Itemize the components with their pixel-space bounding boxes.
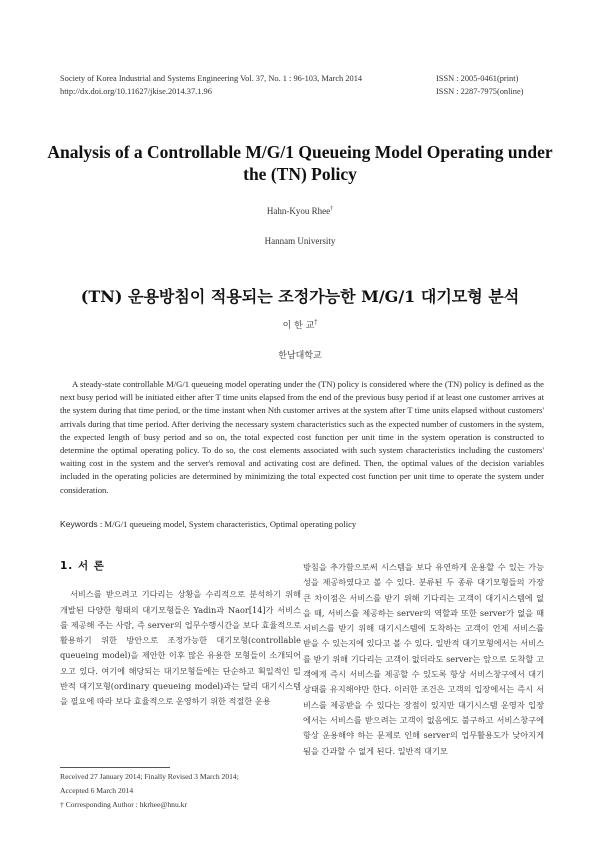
corresponding-author: † Corresponding Author : hkrhee@hnu.kr <box>60 799 187 809</box>
keywords-text: : M/G/1 queueing model, System characteristics, Optimal operating policy <box>99 519 357 529</box>
author-name-english: Hahn-Kyou Rhee <box>266 206 331 216</box>
received-date: Received 27 January 2014; Finally Revised 3 March 2014; <box>60 772 239 781</box>
title-english: Analysis of a Controllable M/G/1 Queueing Model Operating under the (TN) Policy <box>47 142 553 184</box>
journal-citation: Society of Korea Industrial and Systems Engineering Vol. 37, No. 1 : 96-103, March 2014 <box>60 74 363 83</box>
section-heading-introduction: 1. 서 론 <box>60 560 105 572</box>
left-column <box>60 559 301 710</box>
author-name-korean: 이 한 교 <box>282 321 315 331</box>
footnote-divider <box>60 767 170 768</box>
intro-paragraph-right: 방침을 추가함으로써 시스템을 보다 유연하게 운용할 수 있는 가능성을 제공하였다고 볼 수 있다. 분류된 두 종류 대기모형들의 가장 큰 차이점은 서비스를 받기 위해 기다리는 고객이 대기시스템에 없을 때, 서비스를 제공하는 server의 역할과 또한 server가 없을 때 서비스를 받기 위해 대기시스템에 도착하는 고객이 언제 서비스를 받을 수 있는지에 있다고 볼 수 있다. 일반적 대기모형에서는 서비스를 받기 위해 기다리는 고객이 없더라도 server는 앞으로 도착할 고객에게 즉시 서비스를 제공할 수 있도록 항상 서비스창구에서 대기상태를 유지해야만 한다. 이러한 조건은 고객의 입장에서는 즉시 서비스를 제공받을 수 있다는 장점이 있지만 대기시스템 운영자 입장에서는 서비스를 받으려는 고객이 없음에도 불구하고 서비스창구에 항상 운용해야 하는 문제로 인해 server의 업무활용도가 낮아지게 됨을 간과할 수 없게 된다. 일반적 대기모 <box>303 562 544 756</box>
keywords-label: Keywords <box>60 519 98 529</box>
keywords <box>60 519 544 529</box>
doi-link[interactable]: http://dx.doi.org/10.11627/jkise.2014.37.1.96 <box>60 86 212 96</box>
affiliation-english: Hannam University <box>264 236 336 246</box>
intro-paragraph-left: 서비스를 받으려고 기다리는 상황을 수리적으로 분석하기 위해 개발된 다양한 형태의 대기모형들은 Yadin과 Naor[14]가 서비스를 제공해 주는 사람, 즉 server의 업무수행시간을 보다 효율적으로 활용하기 위한 방안으로 조정가능한 대기모형(controllable queueing model)을 제안한 이후 많은 유용한 모형들이 소개되어 오고 있다. 여기에 해당되는 대기모형들에는 단순하고 획일적인 일반적 대기모형(ordinary queueing model)과는 달리 대기시스템을 필요에 따라 보다 효율적으로 운영하기 위한 적절한 운용 <box>60 589 301 707</box>
accepted-date: Accepted 6 March 2014 <box>60 785 134 795</box>
author-korean <box>0 318 600 331</box>
issn-print: ISSN : 2005-0461(print) <box>436 74 519 83</box>
journal-header <box>60 73 544 98</box>
title-korean: (TN) 운용방침이 적용되는 조정가능한 M/G/1 대기모형 분석 <box>80 287 520 306</box>
right-column <box>303 560 544 759</box>
affiliation-korean: 한남대학교 <box>278 351 322 361</box>
corresponding-mark: † <box>330 206 334 212</box>
corresponding-mark-ko: † <box>314 319 318 326</box>
author-english <box>0 206 600 216</box>
issn-online: ISSN : 2287-7975(online) <box>436 86 524 96</box>
abstract: A steady-state controllable M/G/1 queueing model operating under the (TN) policy is considered where the (TN) policy is defined as the next busy period will be initiated either after T time units elapsed from the end of the previous busy period if at least one customer arrives at the system during that time period, or the time instant when Nth customer arrives at the system after T time units elapsed without customers' arrivals during that time period. After deriving the necessary system characteristics such as the expected number of customers in the system, the expected length of busy period and so on, the total expected cost function per unit time in the system operation is constructed to determine the optimal operating policy. To do so, the cost elements associated with such system characteristics including the customers' waiting cost in the system and the server's removal and activating cost are defined. Then, the optimal values of the decision variables included in the operating policies are determined by minimizing the total expected cost function per unit time to operate the system under consideration. <box>60 379 544 495</box>
footnotes <box>60 770 301 811</box>
